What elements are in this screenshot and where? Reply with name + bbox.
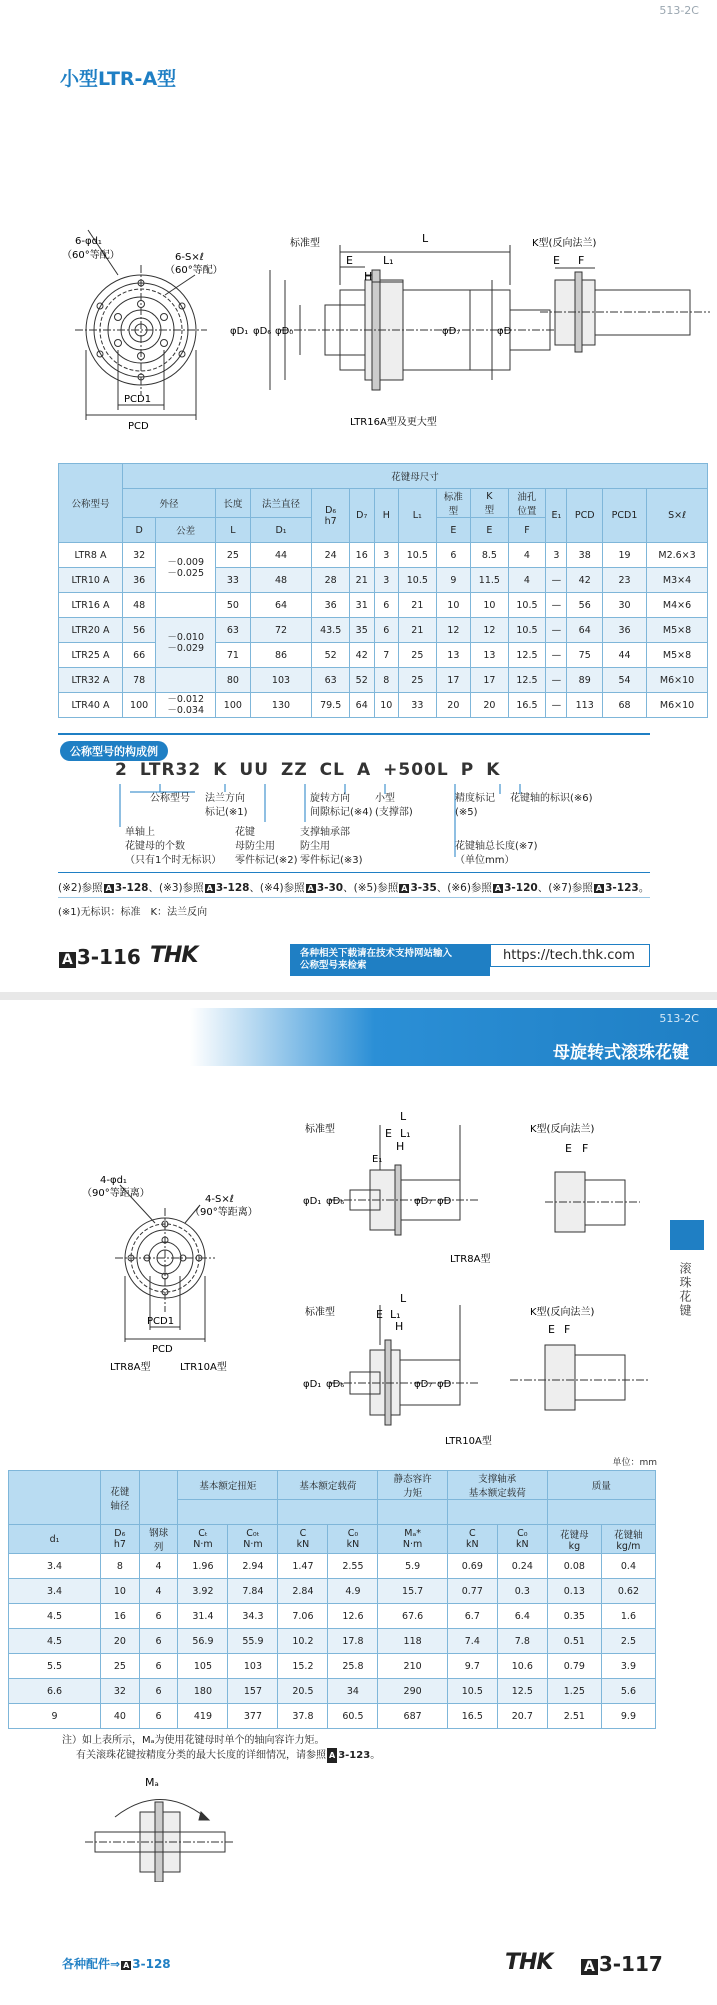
pcd-label: PCD bbox=[152, 1344, 173, 1355]
dim-D1: φD₁ bbox=[303, 1196, 322, 1207]
accessory-link[interactable]: 各种配件⇒ A 3-128 bbox=[62, 1957, 171, 1971]
pcd-label: PCD bbox=[128, 421, 149, 432]
k-dim-E-2: E bbox=[548, 1323, 555, 1336]
th-model: 公称型号 bbox=[59, 464, 123, 543]
table-row: 9 40 6 419 377 37.8 60.5 687 16.5 20.7 2.51 9.9 bbox=[9, 1704, 656, 1729]
k-label-1: K型(反向法兰) bbox=[530, 1124, 595, 1135]
k-label: K型(反向法兰) bbox=[532, 238, 597, 249]
table-row: 5.5 25 6 105 103 15.2 25.8 210 9.7 10.6 0.79 3.9 bbox=[9, 1654, 656, 1679]
ann-model: 公称型号 bbox=[150, 793, 190, 804]
th-D6: D₆ h7 bbox=[101, 1525, 140, 1554]
th-bearing: 支撑轴承 基本额定载荷 bbox=[447, 1471, 547, 1500]
ann-shaft-id: 花键轴的标识(※6) bbox=[510, 793, 593, 804]
page-title: 母旋转式滚珠花键 bbox=[553, 1043, 689, 1063]
th-PCD: PCD bbox=[567, 489, 602, 543]
th-C0b: C₀ kN bbox=[497, 1525, 547, 1554]
ann-single-shaft: 单轴上 花键母的个数 （只有1个时无标识） bbox=[125, 827, 222, 866]
page-code: 513-2C bbox=[659, 1012, 699, 1025]
page-number: A 3-117 bbox=[580, 1952, 663, 1976]
page-number: A 3-116 bbox=[58, 945, 141, 969]
th-oil: 油孔 位置 bbox=[508, 489, 546, 518]
thk-logo: THK bbox=[150, 943, 198, 968]
pcd1-label: PCD1 bbox=[147, 1316, 175, 1327]
th-L1: L₁ bbox=[399, 489, 437, 543]
th-tol: 公差 bbox=[156, 518, 216, 543]
dim-L: L bbox=[422, 232, 429, 245]
th-od: 外径 bbox=[123, 489, 216, 518]
s-label: 4-S×ℓ bbox=[205, 1194, 234, 1205]
th-mass: 质量 bbox=[547, 1471, 655, 1500]
table-row: 6.6 32 6 180 157 20.5 34 290 10.5 12.5 1.25 5.6 bbox=[9, 1679, 656, 1704]
table-row: LTR25 A 66 71 86 52 42 7 25 13 13 12.5 — 75 44 M5×8 bbox=[59, 643, 708, 668]
th-MA: Mₐ* N·m bbox=[378, 1525, 447, 1554]
table-row: LTR20 A 56 －0.010 －0.029 63 72 43.5 35 6 21 12 12 10.5 — 64 36 M5×8 bbox=[59, 618, 708, 643]
th-PCD1: PCD1 bbox=[602, 489, 646, 543]
th-F: F bbox=[508, 518, 546, 543]
table-row: 3.4 10 4 3.92 7.84 2.84 4.9 15.7 0.77 0.3 0.13 0.62 bbox=[9, 1579, 656, 1604]
drawing-caption-2: LTR10A型 bbox=[445, 1436, 492, 1447]
th-D7: D₇ bbox=[349, 489, 374, 543]
table-row: LTR8 A 32 －0.009 －0.025 25 44 24 16 3 10.5 6 8.5 4 3 38 19 M2.6×3 bbox=[59, 543, 708, 568]
dim-D7-2: φD₇ bbox=[414, 1379, 433, 1390]
k-label-2: K型(反向法兰) bbox=[530, 1307, 595, 1318]
ma-label: Mₐ bbox=[145, 1776, 159, 1789]
dimension-drawing bbox=[0, 180, 717, 440]
dim-D1-2: φD₁ bbox=[303, 1379, 322, 1390]
dim-L-2: L bbox=[400, 1292, 407, 1305]
dim-E-2: E bbox=[376, 1308, 383, 1321]
moment-diagram bbox=[85, 1772, 235, 1882]
th-H: H bbox=[374, 489, 399, 543]
th-Cb: C kN bbox=[447, 1525, 497, 1554]
table-note: 注）如上表所示，Mₐ为使用花键母时单个的轴向容许力矩。 有关滚珠花键按精度分类的最大长度的详细情况，请参照 A 3-123。 bbox=[62, 1735, 381, 1761]
dim-E1: E₁ bbox=[372, 1154, 383, 1165]
dim-D: φD bbox=[437, 1196, 452, 1207]
dim-D6: φD₆ bbox=[326, 1196, 345, 1207]
page-title: 小型LTR-A型 bbox=[60, 68, 177, 90]
table-row: 4.5 20 6 56.9 55.9 10.2 17.8 118 7.4 7.8 0.51 2.5 bbox=[9, 1629, 656, 1654]
dim-D6: φD₆ bbox=[253, 326, 272, 337]
ann-small: 小型 (支撑部) bbox=[375, 793, 413, 818]
table-row: 3.4 8 4 1.96 2.94 1.47 2.55 5.9 0.69 0.24 0.08 0.4 bbox=[9, 1554, 656, 1579]
th-D1: D₁ bbox=[250, 518, 312, 543]
dim-H-2: H bbox=[395, 1320, 404, 1333]
table-row: LTR40 A 100 －0.012 －0.034 100 130 79.5 64 10 33 20 20 16.5 — 113 68 M6×10 bbox=[59, 693, 708, 718]
d1-sub: （60°等配） bbox=[62, 250, 120, 261]
dim-D: φD bbox=[497, 326, 512, 337]
d1-label: 4-φd₁ bbox=[100, 1175, 127, 1186]
ann-accuracy: 精度标记 (※5) bbox=[455, 793, 495, 818]
divider bbox=[58, 872, 650, 873]
ann-flange: 法兰方向 标记(※1) bbox=[205, 793, 248, 818]
support-url-link[interactable]: https://tech.thk.com bbox=[490, 944, 650, 967]
k-dim-F-1: F bbox=[582, 1142, 589, 1155]
th-C0: C₀ kN bbox=[328, 1525, 378, 1554]
unit-label: 单位：mm bbox=[612, 1458, 657, 1468]
th-E1: E₁ bbox=[546, 489, 567, 543]
th-shaftm: 花键轴 kg/m bbox=[601, 1525, 655, 1554]
ann-nut-seal: 花键 母防尘用 零件标记(※2) bbox=[235, 827, 298, 866]
dim-L1: L₁ bbox=[383, 254, 394, 267]
model-code-example: 2 LTR32 K UU ZZ CL A +500L P K bbox=[115, 760, 501, 780]
th-torque: 基本额定扭矩 bbox=[178, 1471, 278, 1500]
dim-D-2: φD bbox=[437, 1379, 452, 1390]
dim-E: E bbox=[385, 1127, 392, 1140]
left-cap2: LTR10A型 bbox=[180, 1362, 227, 1373]
drawing-caption: LTR16A型及更大型 bbox=[350, 417, 437, 428]
th-balls-blank bbox=[139, 1471, 178, 1525]
table-row: LTR32 A 78 80 103 63 52 8 25 17 17 12.5 — 89 54 M6×10 bbox=[59, 668, 708, 693]
th-moment: 静态容许 力矩 bbox=[378, 1471, 447, 1500]
load-rating-table bbox=[8, 1470, 656, 1729]
th-D: D bbox=[123, 518, 156, 543]
table-row: LTR16 A 48 50 64 36 31 6 21 10 10 10.5 — 56 30 M4×6 bbox=[59, 593, 708, 618]
th-S: S×ℓ bbox=[647, 489, 708, 543]
th-Ct: Cₜ N·m bbox=[178, 1525, 228, 1554]
thk-logo: THK bbox=[505, 1950, 553, 1975]
th-load: 基本额定载荷 bbox=[278, 1471, 378, 1500]
std-label: 标准型 bbox=[290, 238, 320, 249]
th-E2: E bbox=[471, 518, 509, 543]
ann-rotation: 旋转方向 间隙标记(※4) bbox=[310, 793, 373, 818]
side-tab-label: 滚珠花键 bbox=[678, 1262, 692, 1318]
dim-L1-2: L₁ bbox=[390, 1308, 401, 1321]
th-E: E bbox=[436, 518, 470, 543]
dim-D7: φD₇ bbox=[442, 326, 461, 337]
download-banner: 各种相关下载请在技术支持网站输入 公称型号来检索 bbox=[290, 944, 490, 976]
th-nut: 花键母 kg bbox=[547, 1525, 601, 1554]
k-dim-F: F bbox=[578, 254, 585, 267]
th-len: 长度 bbox=[216, 489, 250, 518]
s-sub: （90°等距离） bbox=[190, 1207, 258, 1218]
std-label-2: 标准型 bbox=[305, 1307, 335, 1318]
th-nut: 花键母尺寸 bbox=[123, 464, 708, 489]
side-tab bbox=[670, 1220, 704, 1250]
s-sub: （60°等配） bbox=[165, 265, 223, 276]
std-label-1: 标准型 bbox=[305, 1124, 335, 1135]
catalog-page-right bbox=[0, 1000, 717, 2005]
drawing-caption-1: LTR8A型 bbox=[450, 1254, 491, 1265]
k-dim-E: E bbox=[553, 254, 560, 267]
th-C: C kN bbox=[278, 1525, 328, 1554]
dimension-drawing bbox=[0, 1090, 670, 1450]
th-shaft: 花键 轴径 bbox=[101, 1471, 140, 1525]
dim-H: H bbox=[364, 270, 373, 283]
dim-D0: φD₀ bbox=[275, 326, 294, 337]
dim-H: H bbox=[396, 1140, 405, 1153]
catalog-page-left bbox=[0, 0, 717, 992]
page-code: 513-2C bbox=[659, 4, 699, 17]
pcd1-label: PCD1 bbox=[124, 394, 152, 405]
th-blank bbox=[9, 1471, 101, 1525]
table-row: LTR10 A 36 33 48 28 21 3 10.5 9 11.5 4 — 42 23 M3×4 bbox=[59, 568, 708, 593]
th-d1: d₁ bbox=[9, 1525, 101, 1554]
k-dim-F-2: F bbox=[564, 1323, 571, 1336]
flange-note: (※1)无标识：标准 K：法兰反向 bbox=[58, 907, 208, 918]
d1-label: 6-φd₁ bbox=[75, 236, 102, 247]
left-cap1: LTR8A型 bbox=[110, 1362, 151, 1373]
th-balls: 钢球 列 bbox=[139, 1525, 178, 1554]
th-fd: 法兰直径 bbox=[250, 489, 312, 518]
d1-sub: （90°等距离） bbox=[82, 1188, 150, 1199]
th-D6: D₆ h7 bbox=[312, 489, 350, 543]
dim-E: E bbox=[346, 254, 353, 267]
config-pill: 公称型号的构成例 bbox=[60, 741, 168, 761]
table-row: 4.5 16 6 31.4 34.3 7.06 12.6 67.6 6.7 6.4 0.35 1.6 bbox=[9, 1604, 656, 1629]
reference-notes: (※2)参照 A 3-128、(※3)参照 A 3-128、(※4)参照 A 3-30、(※5)参照 A 3-35、(※6)参照 A 3-120、(※7)参照 A 3-123。 bbox=[58, 882, 650, 894]
ann-bearing-seal: 支撑轴承部 防尘用 零件标记(※3) bbox=[300, 827, 363, 866]
divider bbox=[58, 897, 650, 898]
dim-L: L bbox=[400, 1110, 407, 1123]
th-std: 标准 型 bbox=[436, 489, 470, 518]
ann-total-length: 花键轴总长度(※7) （单位mm） bbox=[455, 841, 538, 866]
dim-D1: φD₁ bbox=[230, 326, 249, 337]
dim-D7: φD₇ bbox=[414, 1196, 433, 1207]
dimension-table bbox=[58, 463, 708, 718]
s-label: 6-S×ℓ bbox=[175, 252, 204, 263]
th-L: L bbox=[216, 518, 250, 543]
th-C0t: C₀ₜ N·m bbox=[228, 1525, 278, 1554]
th-k: K 型 bbox=[471, 489, 509, 518]
dim-L1: L₁ bbox=[400, 1127, 411, 1140]
divider bbox=[58, 733, 650, 735]
k-dim-E-1: E bbox=[565, 1142, 572, 1155]
dim-D6-2: φD₆ bbox=[326, 1379, 345, 1390]
